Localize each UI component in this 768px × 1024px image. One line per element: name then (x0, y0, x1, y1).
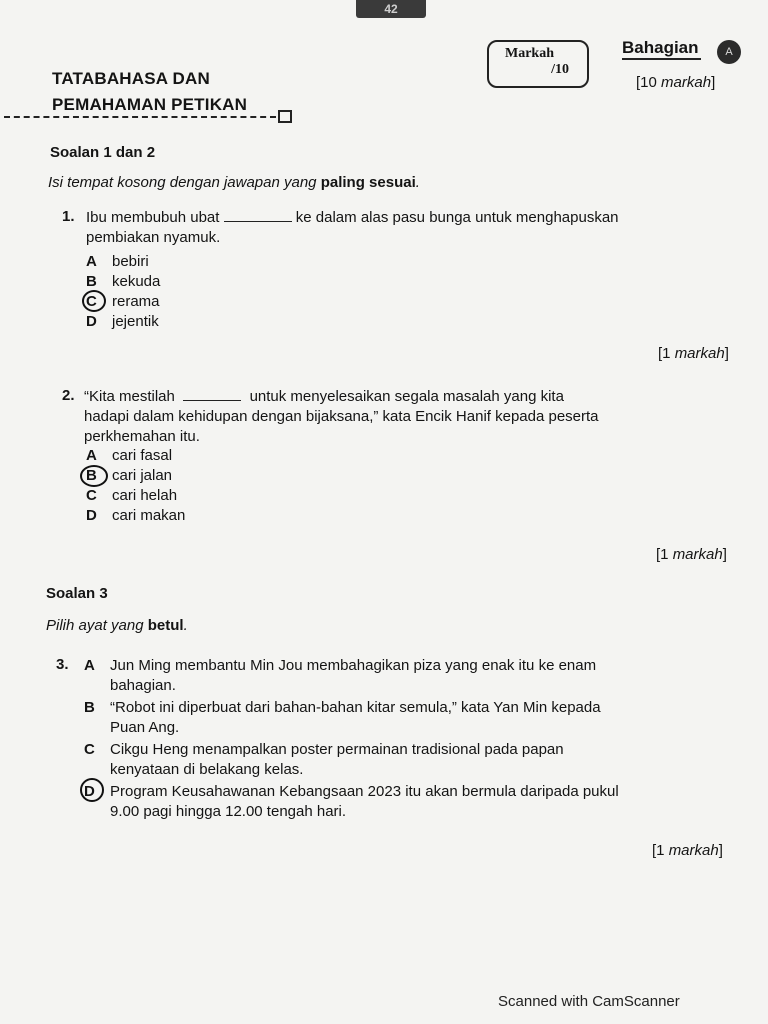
q1-marks: [1 markah] (658, 345, 729, 362)
q3-option-d[interactable]: D Program Keusahawanan Kebangsaan 2023 itu akan bermula daripada pukul 9.00 pagi hingga 12.00 tengah hari. (84, 783, 619, 820)
part-badge: A (717, 40, 741, 64)
q2-stem-line2: hadapi dalam kehidupan dengan bijaksana,” kata Encik Hanif kepada peserta (84, 408, 599, 425)
q3-options (84, 656, 750, 822)
q3-marks: [1 markah] (652, 842, 723, 859)
q2-marks: [1 markah] (656, 546, 727, 563)
q1-option-c[interactable]: C rerama (86, 293, 160, 310)
title-dashed-rule (4, 116, 276, 118)
page-number: 42 (356, 0, 426, 18)
q2-number: 2. (62, 387, 75, 404)
q2-option-c[interactable]: C cari helah (86, 487, 178, 504)
part-marks: [10 markah] (636, 74, 716, 91)
score-box (487, 40, 589, 88)
q2-blank (183, 388, 241, 401)
q1-number: 1. (62, 208, 75, 225)
title-rule-end-box (278, 110, 292, 123)
part-label: Bahagian (622, 38, 701, 60)
group1-heading: Soalan 1 dan 2 (50, 144, 156, 161)
q3-option-a[interactable]: A Jun Ming membantu Min Jou membahagikan piza yang enak itu ke enam bahagian. (84, 657, 597, 694)
q2-option-a[interactable]: A cari fasal (86, 447, 173, 464)
q2-option-b[interactable]: B cari jalan (86, 467, 173, 484)
section-title-line2: PEMAHAMAN PETIKAN (52, 95, 248, 114)
q2-options (86, 446, 185, 526)
score-value: /10 (551, 62, 569, 77)
q3-number: 3. (56, 656, 69, 673)
q3-answer-circle (80, 778, 104, 802)
q1-answer-circle (82, 290, 106, 312)
group2-heading: Soalan 3 (46, 585, 108, 602)
q1-option-d[interactable]: D jejentik (86, 313, 159, 330)
section-title (52, 66, 247, 118)
q1-stem (86, 208, 746, 248)
group2-instruction: Pilih ayat yang betul. (46, 617, 188, 634)
score-label: Markah (505, 46, 554, 61)
group1-instruction: Isi tempat kosong dengan jawapan yang paling sesuai. (48, 174, 420, 191)
q1-blank (224, 209, 292, 222)
q1-stem-line1: Ibu membubuh ubat ke dalam alas pasu bunga untuk menghapuskan (86, 209, 619, 226)
q1-option-a[interactable]: A bebiri (86, 253, 149, 270)
q2-stem-line3: perkhemahan itu. (84, 428, 200, 445)
q2-stem (84, 387, 748, 447)
camscanner-footer: Scanned with CamScanner (498, 993, 680, 1010)
section-title-line1: TATABAHASA DAN (52, 69, 210, 88)
q1-option-b[interactable]: B kekuda (86, 273, 161, 290)
q1-stem-line2: pembiakan nyamuk. (86, 229, 221, 246)
q3-option-b[interactable]: B “Robot ini diperbuat dari bahan-bahan kitar semula,” kata Yan Min kepada Puan Ang. (84, 699, 601, 736)
q3-option-c[interactable]: C Cikgu Heng menampalkan poster permainan tradisional pada papan kenyataan di belakang kelas. (84, 741, 564, 778)
q2-answer-circle (80, 465, 108, 487)
q2-option-d[interactable]: D cari makan (86, 507, 186, 524)
q2-stem-line1: “Kita mestilah untuk menyelesaikan segala masalah yang kita (84, 388, 564, 405)
